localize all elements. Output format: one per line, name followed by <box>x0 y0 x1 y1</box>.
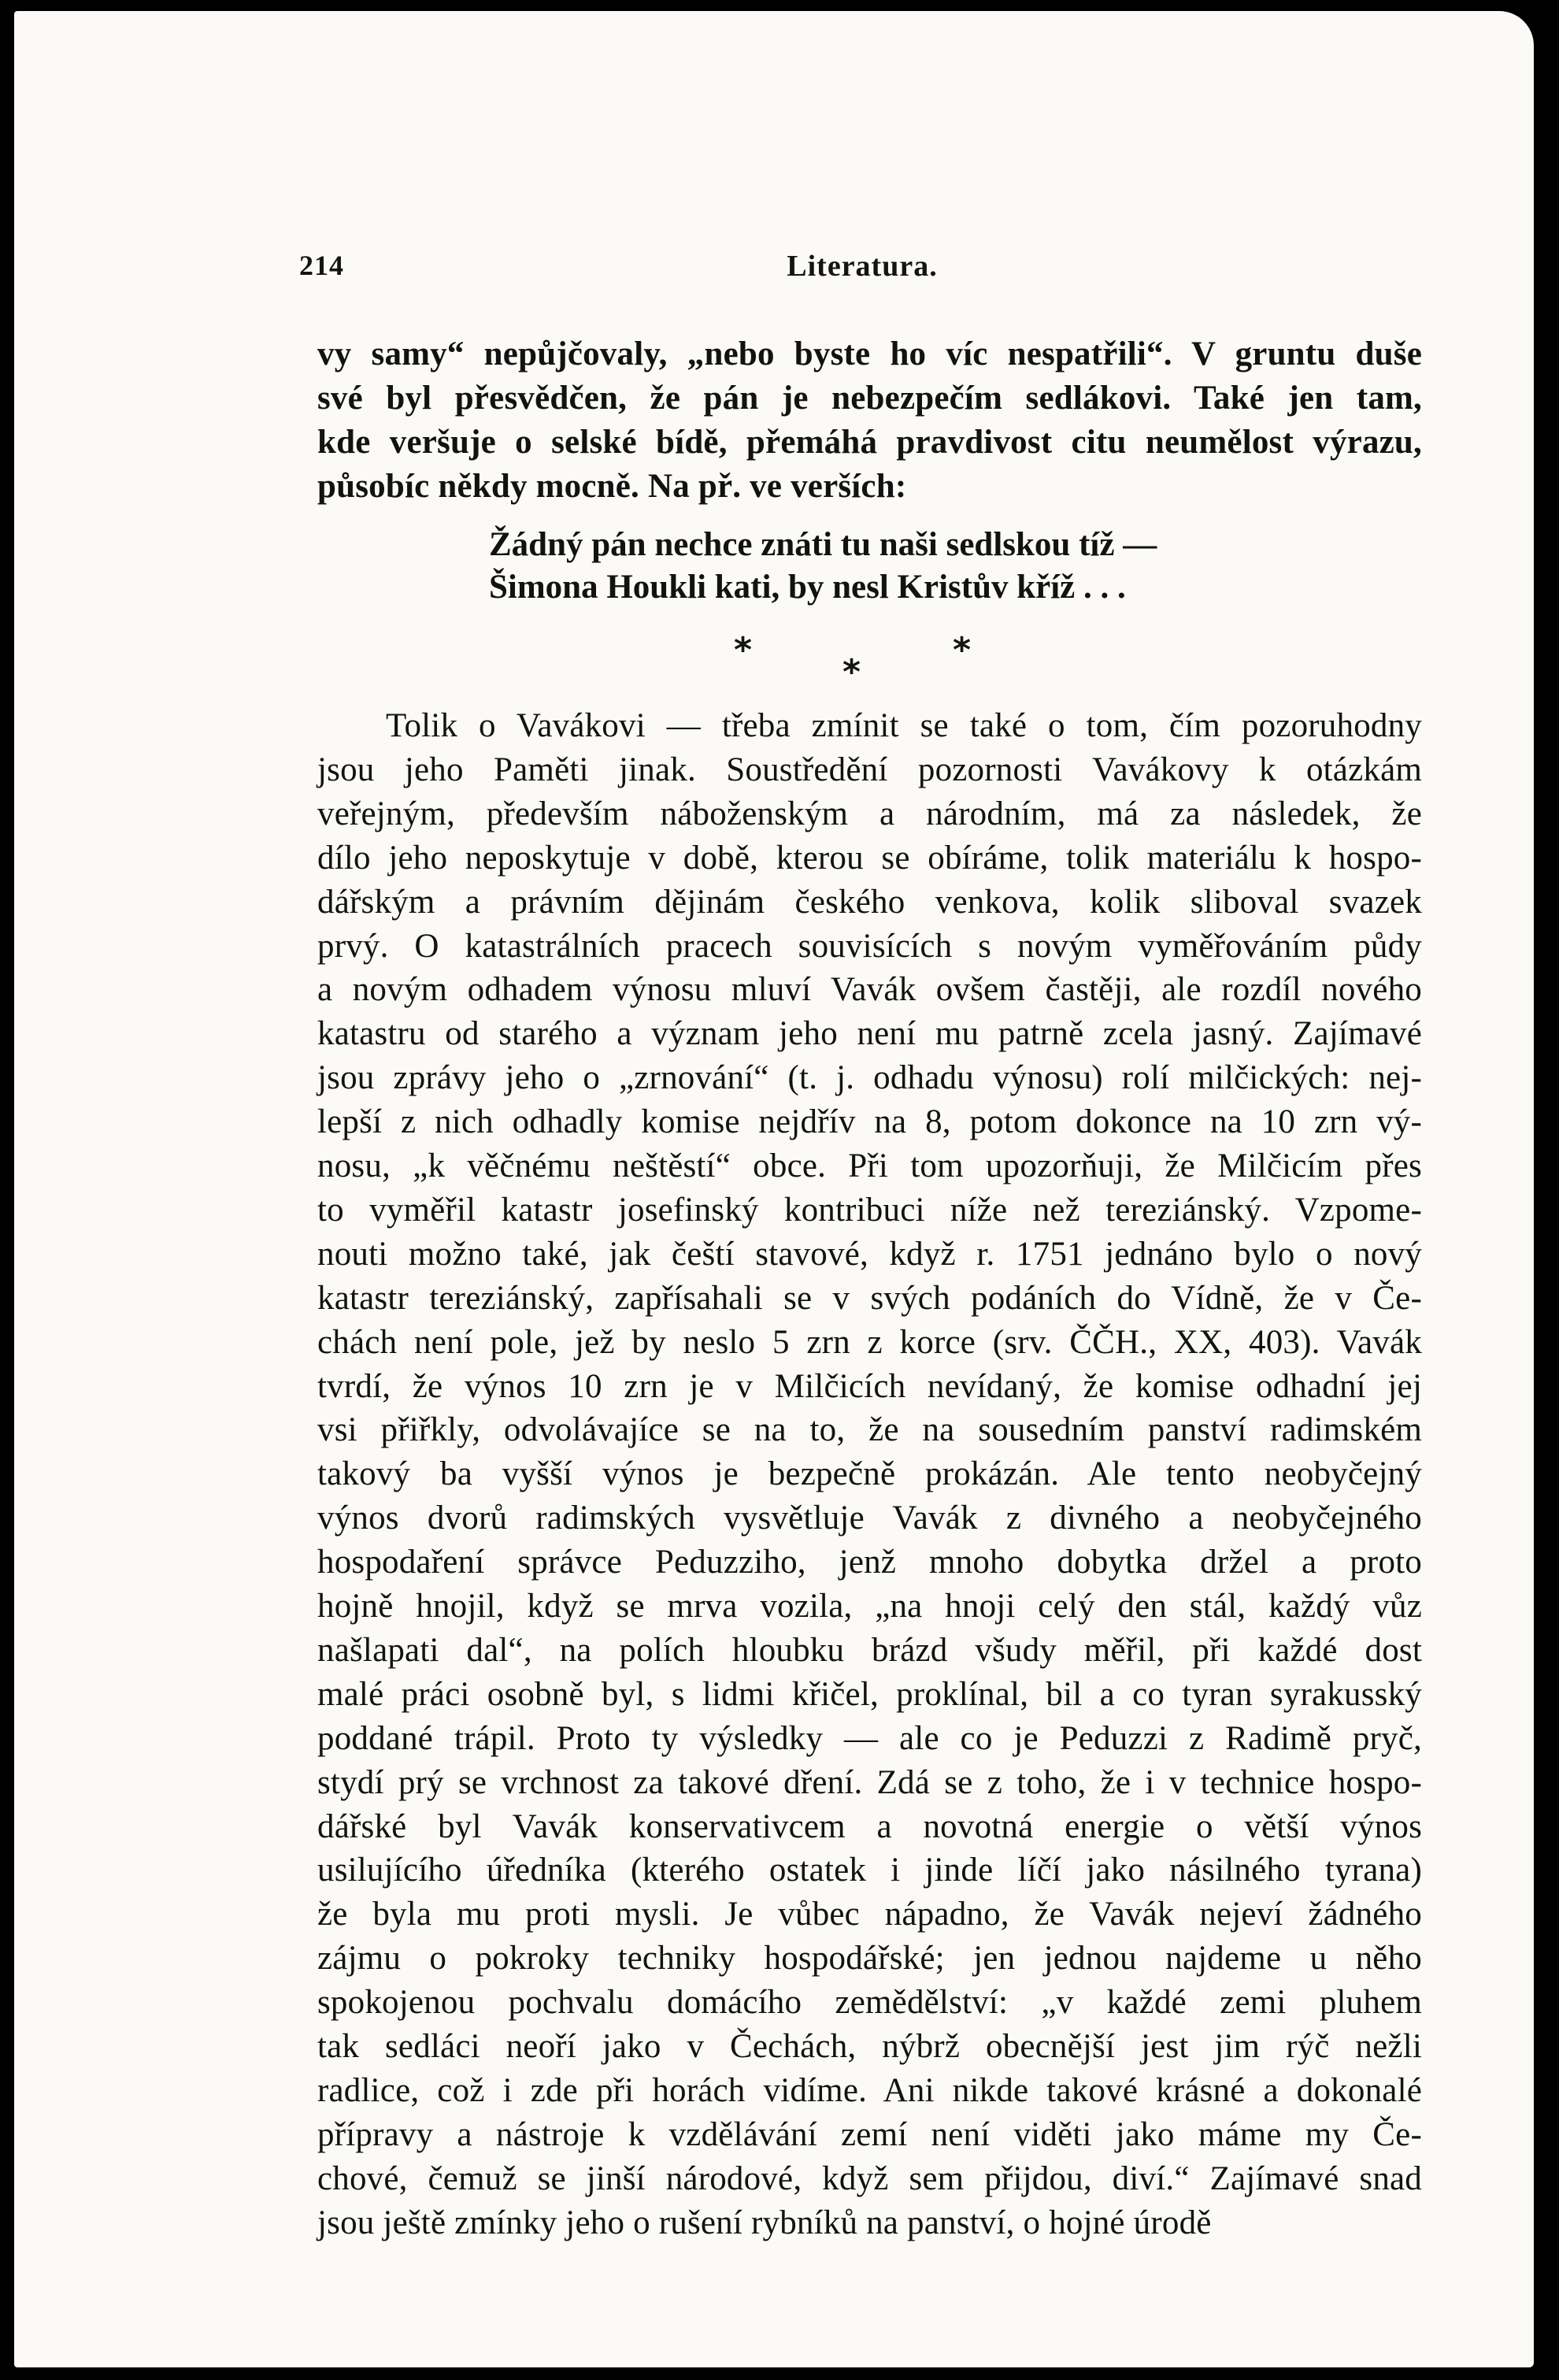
body-line-20: hospodaření správce Peduzziho, jenž mnoho dobytka držel a proto <box>317 1544 1422 1581</box>
body-line-32: radlice, což i zde při horách vidíme. Ani nikde takové krásné a dokonalé <box>317 2072 1422 2109</box>
body-line-1: Tolik o Vavákovi — třeba zmínit se také o tom, čím pozoruhodny <box>386 707 1422 744</box>
running-head: Literatura. <box>787 250 938 283</box>
body-line-12: to vyměřil katastr josefinský kontribuci níže než tereziánský. Vzpome- <box>317 1192 1422 1229</box>
body-line-8: katastru od starého a význam jeho není mu patrně zcela jasný. Zajímavé <box>317 1015 1422 1052</box>
page-number: 214 <box>299 250 344 281</box>
body-line-24: poddané trápil. Proto ty výsledky — ale co je Peduzzi z Radimě pryč, <box>317 1720 1422 1757</box>
verse-line-1: Žádný pán nechce znáti tu naši sedlskou tíž — <box>489 526 1157 563</box>
body-line-2: jsou jeho Paměti jinak. Soustředění pozornosti Vavákovy k otázkám <box>317 751 1422 788</box>
intro-line-1: vy samy“ nepůjčovaly, „nebo byste ho víc nespatřili“. V gruntu duše <box>317 335 1422 373</box>
body-line-35: jsou ještě zmínky jeho o rušení rybníků na panství, o hojné úrodě <box>317 2204 1212 2241</box>
body-line-28: že byla mu proti mysli. Je vůbec nápadno, že Vavák nejeví žádného <box>317 1896 1422 1933</box>
body-line-17: vsi přiřkly, odvolávajíce se na to, že na sousedním panství radimském <box>317 1411 1422 1448</box>
separator-star-left: * <box>734 630 753 670</box>
body-line-6: prvý. O katastrálních pracech souvisících s novým vyměřováním půdy <box>317 928 1422 965</box>
body-line-18: takový ba vyšší výnos je bezpečně prokázán. Ale tento neobyčejný <box>317 1455 1422 1492</box>
body-line-4: dílo jeho neposkytuje v době, kterou se obíráme, tolik materiálu k hospo- <box>317 840 1422 877</box>
body-line-13: nouti možno také, jak čeští stavové, když r. 1751 jednáno bylo o nový <box>317 1236 1422 1273</box>
body-line-7: a novým odhadem výnosu mluví Vavák ovšem častěji, ale rozdíl nového <box>317 971 1422 1008</box>
body-line-5: dářským a právním dějinám českého venkova, kolik sliboval svazek <box>317 884 1422 921</box>
body-line-25: stydí prý se vrchnost za takové dření. Zdá se z toho, že i v technice hospo- <box>317 1764 1422 1801</box>
body-line-30: spokojenou pochvalu domácího zemědělství: „v každé zemi pluhem <box>317 1984 1422 2021</box>
body-line-16: tvrdí, že výnos 10 zrn je v Milčicích nevídaný, že komise odhadní jej <box>317 1368 1422 1405</box>
body-line-11: nosu, „k věčnému neštěstí“ obce. Při tom upozorňuji, že Milčicím přes <box>317 1147 1422 1184</box>
intro-line-4: působíc někdy mocně. Na př. ve verších: <box>317 468 907 505</box>
body-line-10: lepší z nich odhadly komise nejdřív na 8, potom dokonce na 10 zrn vý- <box>317 1103 1422 1140</box>
separator-star-center: * <box>842 652 861 692</box>
body-line-26: dářské byl Vavák konservativcem a novotná energie o větší výnos <box>317 1808 1422 1845</box>
intro-line-2: své byl přesvědčen, že pán je nebezpečím sedlákovi. Také jen tam, <box>317 380 1422 417</box>
body-line-23: malé práci osobně byl, s lidmi křičel, proklínal, bil a co tyran syrakusský <box>317 1676 1422 1713</box>
body-line-34: chové, čemuž se jinší národové, když sem přijdou, diví.“ Zajímavé snad <box>317 2160 1422 2197</box>
verse-line-2: Šimona Houkli kati, by nesl Kristův kříž . . . <box>489 569 1126 606</box>
body-line-27: usilujícího úředníka (kterého ostatek i jinde líčí jako násilného tyrana) <box>317 1852 1422 1889</box>
body-line-22: našlapati dal“, na polích hloubku brázd všudy měřil, při každé dost <box>317 1632 1422 1669</box>
body-line-14: katastr tereziánský, zapřísahali se v svých podáních do Vídně, že v Če- <box>317 1280 1422 1317</box>
body-line-3: veřejným, především náboženským a národním, má za následek, že <box>317 795 1422 832</box>
book-page <box>14 11 1534 2367</box>
separator-star-right: * <box>953 630 972 670</box>
section-separator <box>723 630 991 701</box>
body-line-29: zájmu o pokroky techniky hospodářské; jen jednou najdeme u něho <box>317 1940 1422 1977</box>
body-line-9: jsou zprávy jeho o „zrnování“ (t. j. odhadu výnosu) rolí milčických: nej- <box>317 1059 1422 1096</box>
body-line-15: chách není pole, jež by neslo 5 zrn z korce (srv. ČČH., XX, 403). Vavák <box>317 1324 1422 1361</box>
body-line-21: hojně hnojil, když se mrva vozila, „na hnoji celý den stál, každý vůz <box>317 1588 1422 1625</box>
page-header <box>299 249 1425 296</box>
intro-line-3: kde veršuje o selské bídě, přemáhá pravdivost citu neumělost výrazu, <box>317 424 1422 461</box>
body-line-19: výnos dvorů radimských vysvětluje Vavák z divného a neobyčejného <box>317 1500 1422 1537</box>
body-line-31: tak sedláci neoří jako v Čechách, nýbrž obecnější jest jim rýč nežli <box>317 2028 1422 2065</box>
body-line-33: přípravy a nástroje k vzdělávání zemí není viděti jako máme my Če- <box>317 2116 1422 2153</box>
